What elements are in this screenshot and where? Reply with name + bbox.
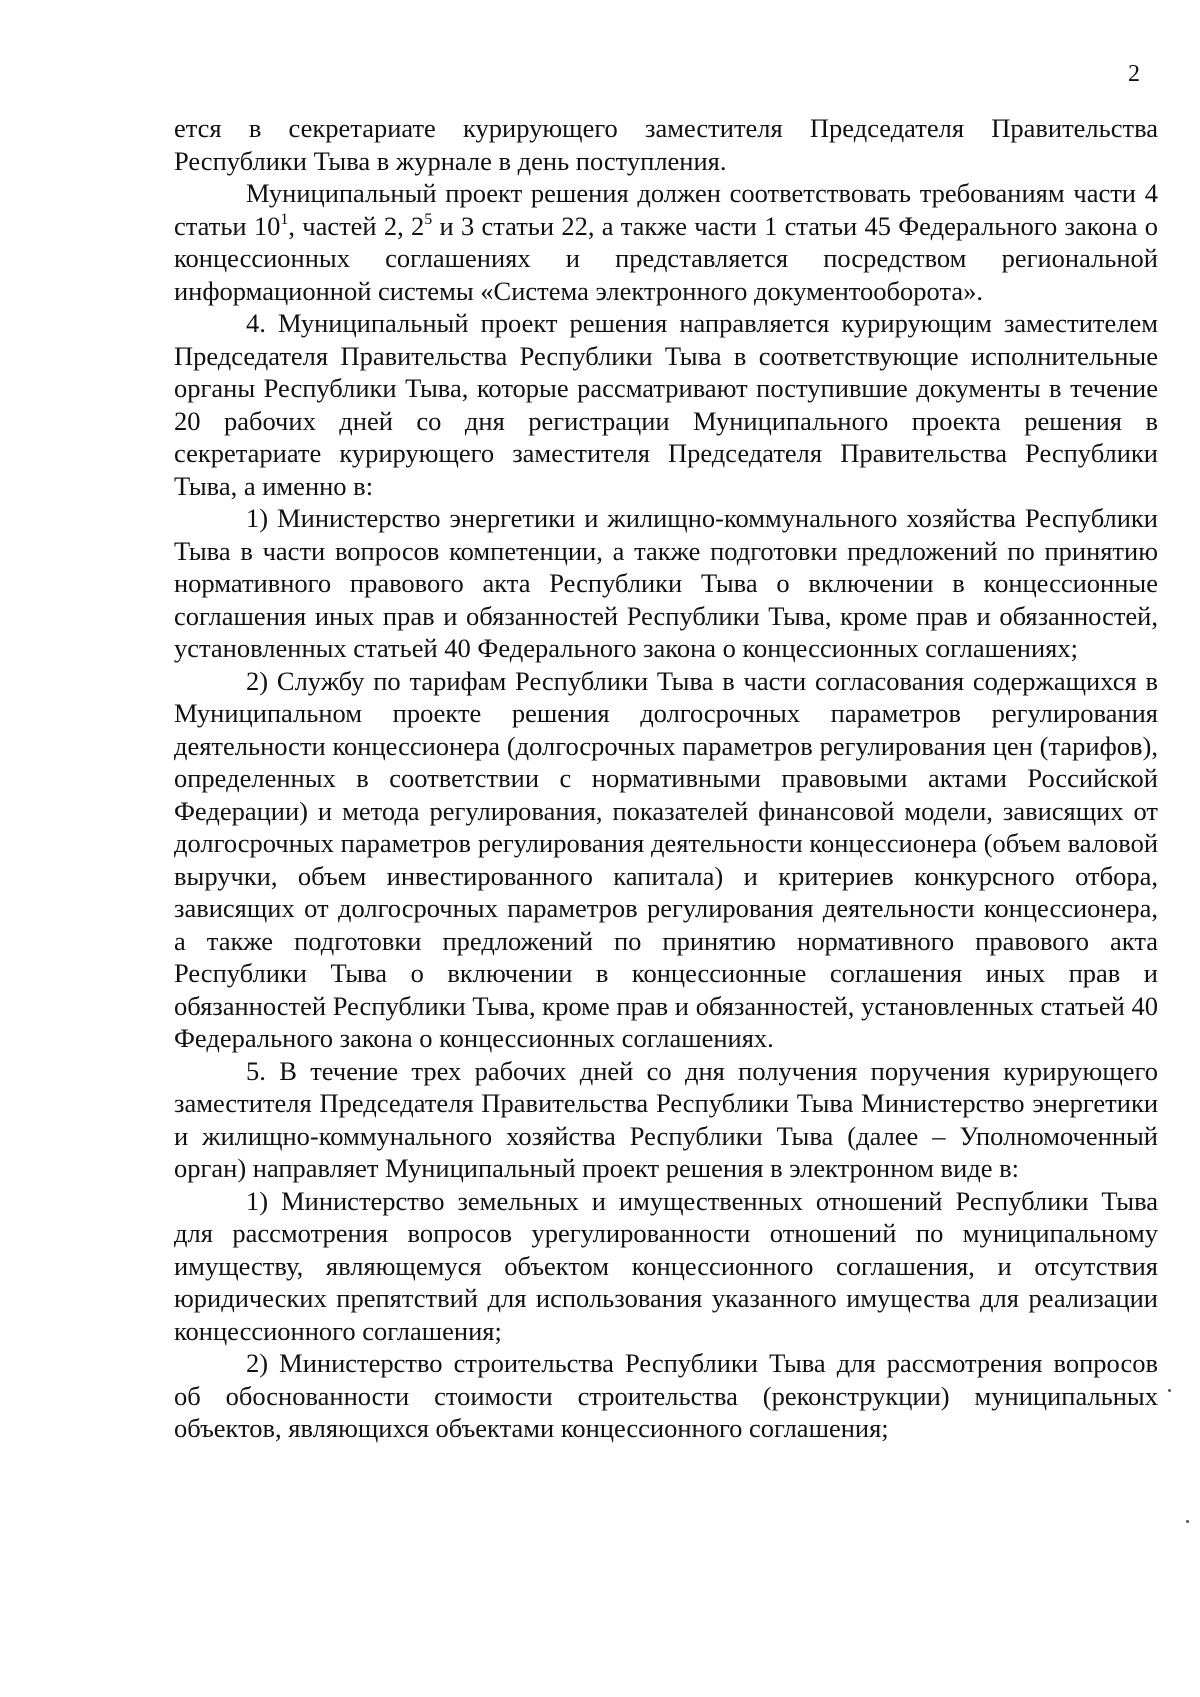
paragraph-text: , частей 2, 2	[288, 210, 425, 241]
scan-speck	[1168, 1389, 1171, 1392]
document-body	[174, 112, 1158, 1445]
paragraph-item-4-2: 2) Службу по тарифам Республики Тыва в части согласования содержащихся в Муниципальном проекте решения долгосрочных параметров регулирования деятельности концессионера (долгосрочных параметров регулирования цен (тарифов), определенных в соответствии с нормативными правовыми актами Российской Федерации) и метода регулирования, показателей финансовой модели, зависящих от долгосрочных параметров регулирования деятельности концессионера (объем валовой выручки, объем инвестированного капитала) и критериев конкурсного отбора, зависящих от долгосрочных параметров регулирования деятельности концессионера, а также подготовки предложений по принятию нормативного правового акта Республики Тыва о включении в концессионные соглашения иных прав и обязанностей Республики Тыва, кроме прав и обязанностей, установленных статьей 40 Федерального закона о концессионных соглашениях.	[174, 665, 1158, 1053]
paragraph-text: Муниципальный проект решения должен соответствовать требованиям части 4 статьи 10	[174, 178, 1158, 241]
paragraph-item-4: 4. Муниципальный проект решения направляется курирующим заместителем Председателя Правительства Республики Тыва в соответствующие исполнительные органы Республики Тыва, которые рассматривают поступившие документы в течение 20 рабочих дней со дня регистрации Муниципального проекта решения в секретариате курирующего заместителя Председателя Правительства Республики Тыва, а именно в:	[174, 308, 1158, 501]
page-number: 2	[1128, 61, 1140, 87]
paragraph-item-5-2: 2) Министерство строительства Республики Тыва для рассмотрения вопросов об обоснованности стоимости строительства (реконструкции) муниципальных объектов, являющихся объектами концессионного соглашения;	[174, 1348, 1158, 1443]
paragraph-item-4-1: 1) Министерство энергетики и жилищно-коммунального хозяйства Республики Тыва в части вопросов компетенции, а также подготовки предложений по принятию нормативного правового акта Республики Тыва о включении в концессионные соглашения иных прав и обязанностей Республики Тыва, кроме прав и обязанностей, установленных статьей 40 Федерального закона о концессионных соглашениях;	[174, 503, 1158, 663]
superscript: 1	[280, 210, 289, 228]
paragraph-project-requirements	[174, 177, 1158, 307]
paragraph-item-5: 5. В течение трех рабочих дней со дня получения поручения курирующего заместителя Председателя Правительства Республики Тыва Министерство энергетики и жилищно-коммунального хозяйства Республики Тыва (далее – Уполномоченный орган) направляет Муниципальный проект решения в электронном виде в:	[174, 1055, 1158, 1183]
paragraph-continuation: ется в секретариате курирующего заместителя Председателя Правительства Республики Тыва в журнале в день поступления.	[174, 113, 1158, 176]
superscript: 5	[424, 210, 433, 228]
paragraph-text: и 3 статьи 22, а также части 1 статьи 45 Федерального закона о концессионных соглашениях и представляется посредством региональной информационной системы «Система электронного документооборота».	[174, 210, 1158, 306]
paragraph-item-5-1: 1) Министерство земельных и имущественных отношений Республики Тыва для рассмотрения вопросов урегулированности отношений по муниципальному имуществу, являющемуся объектом концессионного соглашения, и отсутствия юридических препятствий для использования указанного имущества для реализации концессионного соглашения;	[174, 1185, 1158, 1346]
scan-speck	[1186, 1520, 1189, 1523]
